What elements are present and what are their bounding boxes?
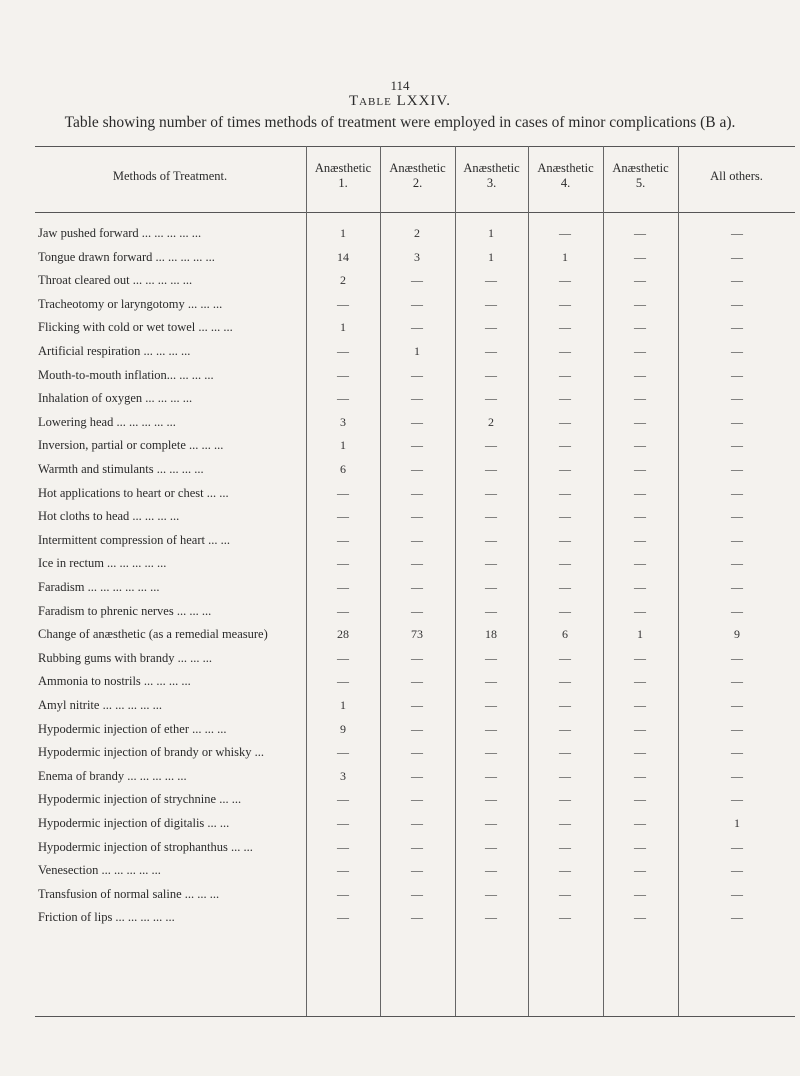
- table-cell: —: [337, 674, 349, 689]
- column-header-anaesthetic-2: [380, 156, 455, 196]
- method-label: Enema of brandy ... ... ... ... ...: [38, 768, 187, 783]
- table-cell: —: [559, 320, 571, 335]
- table-cell: —: [485, 462, 497, 476]
- table-cell: —: [411, 532, 423, 547]
- method-label: Ammonia to nostrils ... ... ... ...: [38, 674, 191, 689]
- table-cell: —: [634, 273, 646, 288]
- table-cell: 1: [488, 249, 494, 264]
- table-cell: —: [337, 910, 349, 925]
- table-cell: —: [411, 414, 423, 429]
- table-cell: —: [634, 768, 646, 783]
- table-row: [0, 391, 800, 413]
- table-cell: —: [634, 296, 646, 311]
- table-cell: —: [634, 509, 646, 524]
- method-label: Mouth-to-mouth inflation... ... ... ...: [38, 367, 214, 382]
- table-cell: —: [731, 839, 743, 854]
- table-row: [0, 250, 800, 272]
- table-cell: —: [731, 367, 743, 382]
- table-cell: —: [337, 344, 349, 358]
- table-cell: —: [485, 296, 497, 311]
- column-header-anaesthetic-1: [306, 156, 380, 196]
- table-cell: —: [411, 839, 423, 854]
- table-cell: —: [559, 532, 571, 547]
- table-cell: 2: [488, 414, 494, 429]
- table-cell: —: [337, 296, 349, 311]
- table-cell: —: [485, 839, 497, 854]
- method-label: Ice in rectum ... ... ... ... ...: [38, 556, 167, 571]
- table-bottom-rule: [35, 1016, 795, 1017]
- column-header-number: 3.: [486, 176, 497, 190]
- table-cell: —: [485, 438, 497, 453]
- table-cell: —: [411, 721, 423, 736]
- table-cell: —: [485, 485, 497, 500]
- table-cell: —: [411, 745, 423, 760]
- table-cell: —: [411, 603, 423, 618]
- table-cell: —: [485, 532, 497, 547]
- table-cell: —: [411, 485, 423, 500]
- table-cell: 3: [340, 414, 346, 429]
- table-cell: —: [485, 910, 497, 925]
- table-cell: —: [411, 674, 423, 689]
- table-cell: —: [559, 391, 571, 406]
- table-row: [0, 604, 800, 626]
- table-cell: —: [485, 650, 497, 665]
- method-label: Faradism ... ... ... ... ... ...: [38, 580, 160, 594]
- column-header-label: All others.: [710, 168, 763, 183]
- table-cell: —: [634, 344, 646, 358]
- table-cell: —: [731, 886, 743, 901]
- table-row: [0, 580, 800, 602]
- table-row: [0, 509, 800, 531]
- table-cell: —: [559, 886, 571, 901]
- table-cell: 1: [340, 698, 346, 712]
- table-cell: 2: [340, 273, 346, 288]
- table-cell: —: [731, 768, 743, 783]
- table-cell: —: [337, 580, 349, 594]
- table-cell: —: [485, 391, 497, 406]
- method-label: Venesection ... ... ... ... ...: [38, 863, 161, 878]
- table-title: Table LXXIV.: [348, 93, 452, 109]
- method-label: Tongue drawn forward ... ... ... ... ...: [38, 249, 215, 264]
- table-cell: —: [731, 509, 743, 524]
- table-cell: —: [485, 768, 497, 783]
- method-label: Inversion, partial or complete ... ... ...: [38, 438, 224, 453]
- table-cell: —: [485, 320, 497, 335]
- table-cell: 1: [414, 344, 420, 358]
- page-number: 114: [390, 78, 410, 93]
- table-cell: —: [731, 556, 743, 571]
- method-label: Faradism to phrenic nerves ... ... ...: [38, 603, 212, 618]
- column-header-label: Anæsthetic: [537, 161, 594, 175]
- table-cell: —: [634, 886, 646, 901]
- table-cell: —: [731, 863, 743, 878]
- table-cell: —: [731, 698, 743, 712]
- table-cell: —: [485, 721, 497, 736]
- table-cell: —: [634, 485, 646, 500]
- table-cell: —: [337, 532, 349, 547]
- table-cell: —: [411, 698, 423, 712]
- table-cell: —: [411, 438, 423, 453]
- table-cell: —: [634, 249, 646, 264]
- table-cell: —: [411, 816, 423, 830]
- table-cell: —: [559, 839, 571, 854]
- column-header-number: 1.: [338, 176, 348, 190]
- method-label: Rubbing gums with brandy ... ... ...: [38, 650, 212, 665]
- table-cell: —: [559, 226, 571, 240]
- table-cell: —: [485, 509, 497, 524]
- table-cell: —: [559, 698, 571, 712]
- table-cell: —: [634, 556, 646, 571]
- table-cell: —: [634, 910, 646, 925]
- table-cell: —: [411, 650, 423, 665]
- method-label: Hypodermic injection of ether ... ... ...: [38, 721, 227, 736]
- table-cell: —: [634, 721, 646, 736]
- table-cell: —: [411, 273, 423, 288]
- table-cell: —: [485, 273, 497, 288]
- table-cell: —: [731, 226, 743, 240]
- table-row: [0, 320, 800, 342]
- table-cell: —: [485, 344, 497, 358]
- table-cell: —: [634, 863, 646, 878]
- table-cell: —: [634, 792, 646, 807]
- table-cell: —: [731, 344, 743, 358]
- table-cell: 28: [337, 627, 349, 642]
- method-label: Amyl nitrite ... ... ... ... ...: [38, 698, 162, 712]
- table-row: [0, 674, 800, 696]
- table-cell: —: [731, 438, 743, 453]
- table-cell: —: [559, 367, 571, 382]
- table-cell: —: [559, 344, 571, 358]
- table-cell: —: [634, 580, 646, 594]
- method-label: Hypodermic injection of strophanthus ... ...: [38, 839, 253, 854]
- table-cell: —: [634, 698, 646, 712]
- table-cell: 6: [340, 462, 346, 476]
- table-cell: —: [411, 296, 423, 311]
- table-cell: —: [485, 603, 497, 618]
- column-header-number: 4.: [560, 176, 571, 190]
- table-cell: —: [411, 886, 423, 901]
- column-header-anaesthetic-5: [603, 156, 678, 196]
- table-cell: 2: [414, 226, 420, 240]
- table-cell: —: [634, 839, 646, 854]
- table-cell: —: [485, 886, 497, 901]
- table-row: [0, 863, 800, 885]
- table-row: [0, 533, 800, 555]
- table-row: [0, 722, 800, 744]
- table-row: [0, 344, 800, 366]
- table-row: [0, 627, 800, 649]
- table-cell: —: [337, 886, 349, 901]
- table-row: [0, 438, 800, 460]
- table-cell: —: [634, 367, 646, 382]
- table-cell: —: [411, 462, 423, 476]
- table-header-rule: [35, 212, 795, 213]
- method-label: Hypodermic injection of brandy or whisky ...: [38, 745, 264, 760]
- table-cell: 1: [562, 249, 568, 264]
- method-label: Hot cloths to head ... ... ... ...: [38, 509, 180, 524]
- table-cell: 1: [488, 226, 494, 240]
- table-cell: —: [731, 249, 743, 264]
- table-cell: 1: [637, 627, 643, 642]
- table-cell: —: [559, 863, 571, 878]
- column-header-methods: [35, 156, 305, 196]
- table-cell: —: [634, 650, 646, 665]
- table-cell: —: [411, 768, 423, 783]
- table-cell: —: [559, 910, 571, 925]
- table-cell: —: [559, 509, 571, 524]
- method-label: Transfusion of normal saline ... ... ...: [38, 886, 220, 901]
- method-label: Intermittent compression of heart ... ...: [38, 532, 230, 547]
- table-row: [0, 910, 800, 932]
- column-header-all-others: [678, 156, 795, 196]
- table-cell: —: [634, 462, 646, 476]
- table-row: [0, 816, 800, 838]
- table-cell: —: [731, 910, 743, 925]
- table-cell: —: [485, 698, 497, 712]
- table-top-rule: [35, 146, 795, 147]
- table-cell: 3: [340, 768, 346, 783]
- table-cell: —: [411, 320, 423, 335]
- table-cell: —: [634, 226, 646, 240]
- table-cell: 18: [485, 627, 497, 642]
- table-cell: 73: [411, 627, 423, 642]
- table-cell: —: [731, 485, 743, 500]
- table-row: [0, 745, 800, 767]
- table-cell: —: [485, 367, 497, 382]
- table-row: [0, 226, 800, 248]
- table-cell: —: [731, 273, 743, 288]
- table-cell: —: [634, 532, 646, 547]
- table-cell: —: [337, 509, 349, 524]
- table-row: [0, 769, 800, 791]
- table-cell: —: [559, 768, 571, 783]
- table-cell: 14: [337, 249, 349, 264]
- table-cell: —: [411, 580, 423, 594]
- table-cell: —: [411, 509, 423, 524]
- table-cell: —: [411, 367, 423, 382]
- table-cell: —: [337, 367, 349, 382]
- table-cell: —: [731, 721, 743, 736]
- table-cell: —: [559, 721, 571, 736]
- table-cell: —: [337, 816, 349, 830]
- method-label: Change of anæsthetic (as a remedial measure): [38, 627, 268, 642]
- method-label: Warmth and stimulants ... ... ... ...: [38, 462, 204, 476]
- table-cell: 1: [734, 816, 740, 830]
- table-cell: —: [634, 414, 646, 429]
- table-cell: —: [559, 745, 571, 760]
- table-row: [0, 462, 800, 484]
- table-cell: —: [634, 438, 646, 453]
- table-cell: —: [731, 296, 743, 311]
- table-caption: Table showing number of times methods of treatment were employed in cases of minor complications (B a).: [64, 114, 736, 131]
- method-label: Flicking with cold or wet towel ... ... ...: [38, 320, 233, 335]
- table-cell: —: [634, 603, 646, 618]
- table-cell: —: [337, 839, 349, 854]
- table-cell: —: [485, 556, 497, 571]
- table-cell: —: [337, 603, 349, 618]
- table-cell: —: [337, 485, 349, 500]
- column-header-label: Methods of Treatment.: [112, 168, 228, 183]
- method-label: Hot applications to heart or chest ... ...: [38, 485, 229, 500]
- table-cell: —: [634, 391, 646, 406]
- method-label: Friction of lips ... ... ... ... ...: [38, 910, 175, 925]
- column-header-number: 2.: [412, 176, 423, 190]
- table-row: [0, 273, 800, 295]
- table-cell: —: [485, 816, 497, 830]
- table-cell: —: [559, 674, 571, 689]
- table-cell: —: [559, 462, 571, 476]
- table-cell: 9: [340, 721, 346, 736]
- table-cell: —: [559, 580, 571, 594]
- table-cell: —: [731, 532, 743, 547]
- table-cell: —: [634, 816, 646, 830]
- method-label: Lowering head ... ... ... ... ...: [38, 414, 176, 429]
- table-cell: —: [559, 792, 571, 807]
- table-cell: —: [731, 745, 743, 760]
- table-cell: —: [731, 462, 743, 476]
- table-cell: —: [337, 556, 349, 571]
- table-cell: —: [634, 674, 646, 689]
- table-cell: —: [411, 391, 423, 406]
- table-cell: —: [485, 863, 497, 878]
- table-cell: —: [559, 296, 571, 311]
- column-header-label: Anæsthetic: [463, 161, 520, 175]
- column-header-label: Anæsthetic: [389, 161, 446, 175]
- table-cell: —: [559, 414, 571, 429]
- table-cell: 1: [340, 320, 346, 335]
- table-cell: —: [411, 556, 423, 571]
- table-cell: —: [337, 792, 349, 807]
- method-label: Artificial respiration ... ... ... ...: [38, 344, 191, 358]
- table-cell: —: [411, 910, 423, 925]
- table-cell: —: [634, 320, 646, 335]
- method-label: Jaw pushed forward ... ... ... ... ...: [38, 226, 202, 240]
- table-cell: 1: [340, 438, 346, 453]
- table-cell: —: [559, 603, 571, 618]
- column-header-number: 5.: [635, 176, 646, 190]
- method-label: Tracheotomy or laryngotomy ... ... ...: [38, 296, 223, 311]
- table-cell: —: [559, 438, 571, 453]
- table-cell: —: [485, 580, 497, 594]
- table-cell: —: [485, 792, 497, 807]
- table-cell: —: [411, 863, 423, 878]
- table-cell: 9: [734, 627, 740, 642]
- table-cell: —: [731, 391, 743, 406]
- table-row: [0, 415, 800, 437]
- table-row: [0, 297, 800, 319]
- column-header-label: Anæsthetic: [314, 161, 372, 175]
- table-row: [0, 556, 800, 578]
- table-cell: —: [731, 792, 743, 807]
- table-cell: —: [559, 816, 571, 830]
- method-label: Throat cleared out ... ... ... ... ...: [38, 273, 193, 288]
- table-cell: —: [731, 580, 743, 594]
- column-header-anaesthetic-4: [528, 156, 603, 196]
- table-cell: —: [337, 391, 349, 406]
- table-row: [0, 792, 800, 814]
- table-cell: 1: [340, 226, 346, 240]
- table-cell: —: [559, 273, 571, 288]
- table-row: [0, 698, 800, 720]
- table-cell: —: [337, 863, 349, 878]
- table-cell: —: [634, 745, 646, 760]
- table-cell: —: [485, 745, 497, 760]
- method-label: Hypodermic injection of digitalis ... ...: [38, 816, 230, 830]
- table-cell: —: [731, 674, 743, 689]
- method-label: Hypodermic injection of strychnine ... ...: [38, 792, 242, 807]
- table-row: [0, 651, 800, 673]
- table-cell: —: [485, 674, 497, 689]
- column-header-label: Anæsthetic: [612, 161, 669, 175]
- column-header-anaesthetic-3: [455, 156, 528, 196]
- table-cell: 3: [414, 249, 420, 264]
- table-cell: —: [731, 320, 743, 335]
- table-cell: —: [731, 650, 743, 665]
- table-cell: 6: [562, 627, 568, 642]
- table-cell: —: [337, 650, 349, 665]
- table-cell: —: [559, 485, 571, 500]
- table-cell: —: [337, 745, 349, 760]
- table-cell: —: [731, 603, 743, 618]
- table-row: [0, 486, 800, 508]
- method-label: Inhalation of oxygen ... ... ... ...: [38, 391, 193, 406]
- table-cell: —: [559, 556, 571, 571]
- table-cell: —: [731, 414, 743, 429]
- table-row: [0, 840, 800, 862]
- table-row: [0, 887, 800, 909]
- table-cell: —: [411, 792, 423, 807]
- table-row: [0, 368, 800, 390]
- table-cell: —: [559, 650, 571, 665]
